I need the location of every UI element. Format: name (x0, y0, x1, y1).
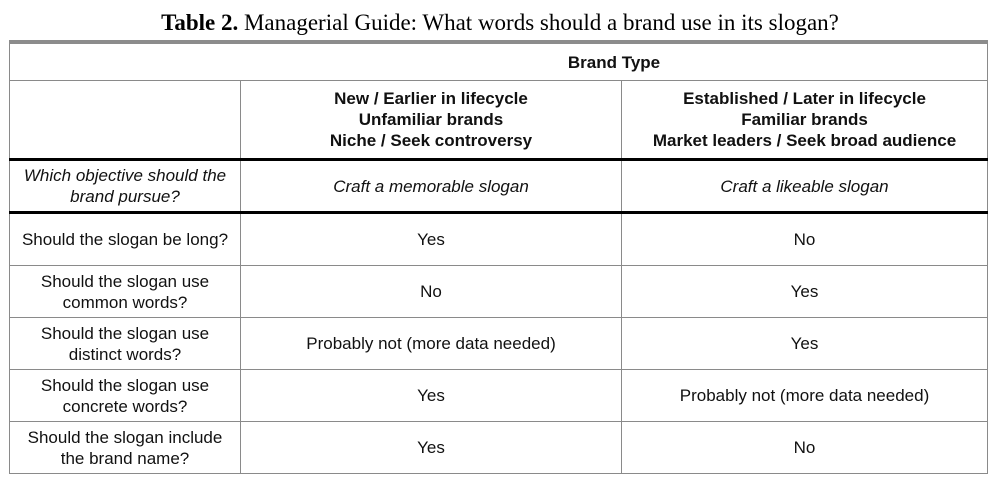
row-answer-established: No (622, 213, 988, 266)
row-answer-new: Probably not (more data needed) (241, 318, 622, 370)
objective-question: Which objective should the brand pursue? (10, 160, 241, 213)
row-answer-established: Yes (622, 266, 988, 318)
row-answer-new: Yes (241, 422, 622, 474)
table-row (10, 422, 988, 474)
row-question: Should the slogan include the brand name? (10, 422, 241, 474)
brand-types-row (10, 81, 988, 160)
row-answer-new: Yes (241, 213, 622, 266)
empty-row-label-cell (10, 81, 241, 160)
row-question: Should the slogan use common words? (10, 266, 241, 318)
caption-text: Managerial Guide: What words should a brand use in its slogan? (243, 10, 839, 35)
brand-type-header-row (10, 42, 988, 81)
table-caption (0, 8, 1000, 38)
brand-type-established (622, 81, 988, 160)
objective-row (10, 160, 988, 213)
row-question: Should the slogan use concrete words? (10, 370, 241, 422)
row-answer-new: Yes (241, 370, 622, 422)
row-question: Should the slogan use distinct words? (10, 318, 241, 370)
table-row (10, 318, 988, 370)
brand-type-established-line-1: Established / Later in lifecycle (683, 89, 926, 108)
row-question: Should the slogan be long? (10, 213, 241, 266)
row-answer-established: No (622, 422, 988, 474)
managerial-guide-table (9, 40, 988, 474)
table-row (10, 370, 988, 422)
brand-type-established-line-3: Market leaders / Seek broad audience (652, 131, 957, 150)
objective-answer-new: Craft a memorable slogan (241, 160, 622, 213)
caption-label: Table 2. (161, 10, 239, 35)
row-answer-established: Probably not (more data needed) (622, 370, 988, 422)
brand-type-new-line-1: New / Earlier in lifecycle (334, 89, 528, 108)
brand-type-established-line-2: Familiar brands (741, 110, 868, 129)
brand-type-new (241, 81, 622, 160)
brand-type-new-line-3: Niche / Seek controversy (329, 131, 533, 150)
row-answer-established: Yes (622, 318, 988, 370)
table-row (10, 213, 988, 266)
empty-corner-cell (10, 42, 241, 81)
objective-answer-established: Craft a likeable slogan (622, 160, 988, 213)
table-row (10, 266, 988, 318)
brand-type-header: Brand Type (241, 42, 988, 81)
row-answer-new: No (241, 266, 622, 318)
brand-type-new-line-2: Unfamiliar brands (358, 110, 504, 129)
